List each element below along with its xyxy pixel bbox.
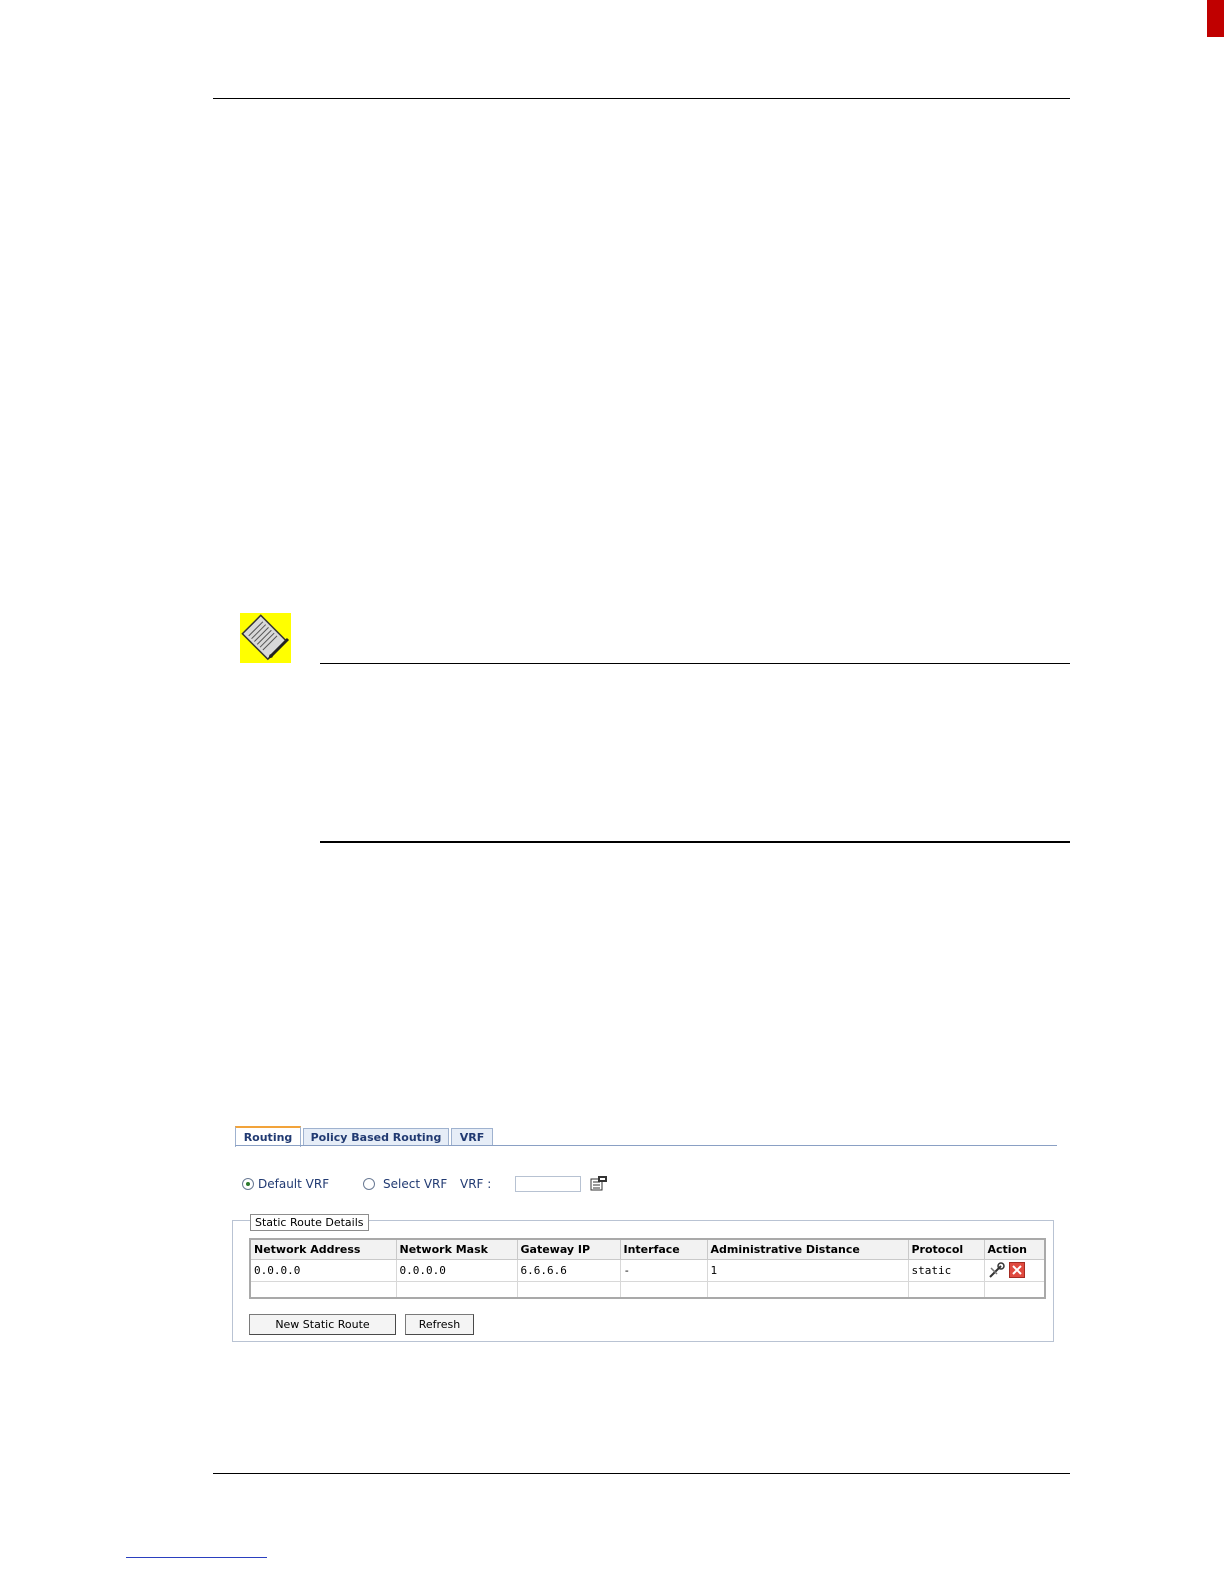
cell-network-mask: 0.0.0.0 [396, 1259, 517, 1281]
cell-interface: - [620, 1259, 707, 1281]
col-gateway-ip: Gateway IP [517, 1239, 620, 1259]
tab-policy-based-routing[interactable]: Policy Based Routing [303, 1128, 449, 1145]
header-rule [213, 98, 1070, 99]
col-interface: Interface [620, 1239, 707, 1259]
new-static-route-button[interactable]: New Static Route [249, 1314, 396, 1335]
radio-selected-dot [246, 1182, 250, 1186]
action-icons [988, 1262, 1025, 1278]
vrf-selector [240, 1175, 840, 1195]
cell-gateway-ip: 6.6.6.6 [517, 1259, 620, 1281]
cell-administrative-distance: 1 [707, 1259, 908, 1281]
col-network-address: Network Address [250, 1239, 396, 1259]
cell-protocol: static [908, 1259, 984, 1281]
col-protocol: Protocol [908, 1239, 984, 1259]
static-route-details-legend: Static Route Details [250, 1214, 369, 1231]
note-rule-bottom [320, 841, 1070, 843]
default-vrf-radio[interactable] [242, 1178, 254, 1190]
empty-cell [517, 1281, 620, 1298]
table-row-empty [250, 1281, 1045, 1298]
empty-cell [250, 1281, 396, 1298]
vrf-picker-icon[interactable] [590, 1175, 608, 1191]
empty-cell [908, 1281, 984, 1298]
page-edge-marker [1207, 0, 1224, 37]
note-icon [240, 613, 291, 663]
vrf-field-label: VRF : [460, 1177, 492, 1191]
col-action: Action [984, 1239, 1045, 1259]
note-rule-top [320, 663, 1070, 664]
cell-action [984, 1259, 1045, 1281]
col-network-mask: Network Mask [396, 1239, 517, 1259]
cell-network-address: 0.0.0.0 [250, 1259, 396, 1281]
footer-link-underline[interactable] [126, 1557, 267, 1558]
empty-cell [984, 1281, 1045, 1298]
tab-routing[interactable]: Routing [235, 1126, 301, 1147]
refresh-button[interactable]: Refresh [405, 1314, 474, 1335]
table-header-row [250, 1239, 1045, 1259]
tab-bar [235, 1121, 1057, 1144]
empty-cell [620, 1281, 707, 1298]
vrf-input[interactable] [515, 1176, 581, 1192]
tab-underline [235, 1145, 1057, 1146]
table-row [250, 1259, 1045, 1281]
footer-rule [213, 1473, 1070, 1474]
select-vrf-radio[interactable] [363, 1178, 375, 1190]
static-routes-table [249, 1238, 1046, 1299]
default-vrf-label: Default VRF [258, 1177, 330, 1191]
col-administrative-distance: Administrative Distance [707, 1239, 908, 1259]
edit-icon[interactable] [988, 1262, 1005, 1278]
empty-cell [396, 1281, 517, 1298]
select-vrf-label: Select VRF [383, 1177, 448, 1191]
empty-cell [707, 1281, 908, 1298]
static-routing-panel [230, 1115, 1060, 1355]
tab-vrf[interactable]: VRF [451, 1128, 493, 1145]
delete-icon[interactable] [1009, 1262, 1025, 1278]
